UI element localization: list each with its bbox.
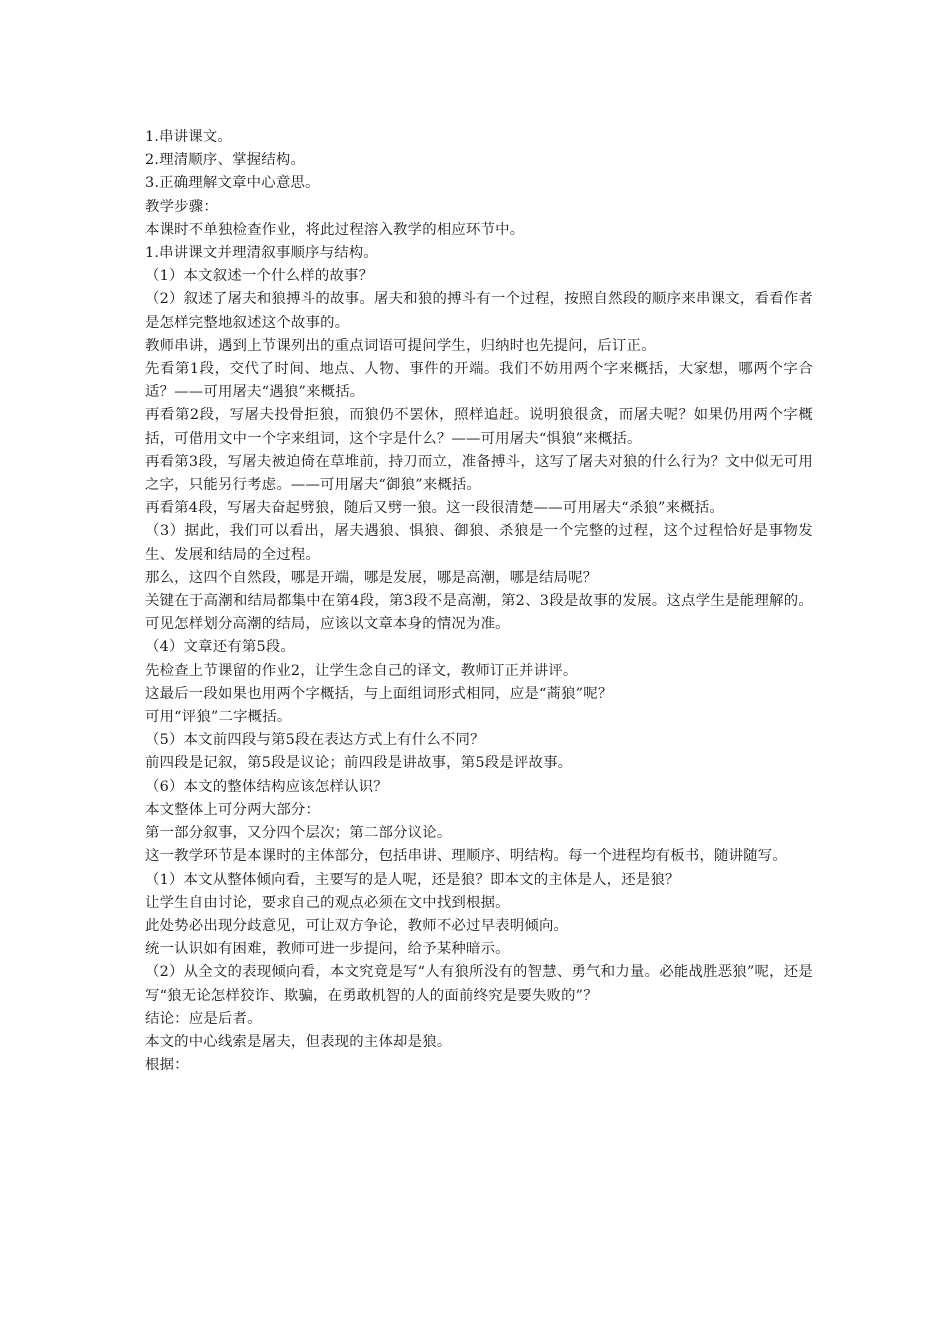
paragraph: 本文整体上可分两大部分： <box>145 801 321 818</box>
paragraph: 再看第2段，写屠夫投骨拒狼，而狼仍不罢休，照样追赶。说明狼很贪，而屠夫呢？如果仍用两个字概括，可借用文中一个字来组词，这个字是什么？——可用屠夫“惧狼”来概括。 <box>145 407 813 447</box>
paragraph: 那么，这四个自然段，哪是开端，哪是发展，哪是高潮，哪是结局呢？ <box>145 569 598 586</box>
paragraph: （3）据此，我们可以看出，屠夫遇狼、惧狼、御狼、杀狼是一个完整的过程，这个过程恰好是事物发生、发展和结局的全过程。 <box>145 523 813 563</box>
paragraph: 此处势必出现分歧意见，可让双方争论，教师不必过早表明倾向。 <box>145 917 569 934</box>
paragraph: 再看第3段，写屠夫被迫倚在草堆前，持刀而立，准备搏斗，这写了屠夫对狼的什么行为？文中似无可用之字，只能另行考虑。——可用屠夫“御狼”来概括。 <box>145 453 813 494</box>
paragraph: 再看第4段，写屠夫奋起劈狼，随后又劈一狼。这一段很清楚——可用屠夫“杀狼”来概括。 <box>145 500 724 517</box>
paragraph: 1.串讲课文并理清叙事顺序与结构。 <box>145 245 378 262</box>
paragraph: 第一部分叙事，又分四个层次；第二部分议论。 <box>145 825 452 842</box>
paragraph: 3.正确理解文章中心意思。 <box>145 175 320 192</box>
paragraph: （2）从全文的表现倾向看，本文究竟是写“人有狼所没有的智慧、勇气和力量。必能战胜恶狼”呢，还是写“狼无论怎样狡诈、欺骗，在勇敢机智的人的面前终究是要失败的”？ <box>145 964 813 1004</box>
paragraph: 可用“评狼”二字概括。 <box>145 709 292 726</box>
paragraph: 教师串讲，遇到上节课列出的重点词语可提问学生，归纳时也先提问，后订正。 <box>145 337 656 354</box>
paragraph: 让学生自由讨论，要求自己的观点必须在文中找到根据。 <box>145 894 510 911</box>
paragraph: 这最后一段如果也用两个字概括，与上面组词形式相同，应是“蔏狼”呢？ <box>145 685 613 702</box>
paragraph: 先检查上节课留的作业2，让学生念自己的译文，教师订正并讲评。 <box>145 662 578 679</box>
paragraph: （6）本文的整体结构应该怎样认识？ <box>145 778 388 795</box>
paragraph: （2）叙述了屠夫和狼搏斗的故事。屠夫和狼的搏斗有一个过程，按照自然段的顺序来串课文，看看作者是怎样完整地叙述这个故事的。 <box>145 291 813 331</box>
paragraph: 这一教学环节是本课时的主体部分，包括串讲、理顺序、明结构。每一个进程均有板书，随讲随写。 <box>145 848 787 865</box>
document-body <box>145 126 813 1077</box>
paragraph: 本课时不单独检查作业，将此过程溶入教学的相应环节中。 <box>145 221 525 238</box>
paragraph: （5）本文前四段与第5段在表达方式上有什么不同？ <box>145 732 485 749</box>
paragraph: 本文的中心线索是屠夫，但表现的主体却是狼。 <box>145 1033 452 1050</box>
paragraph: 根据： <box>145 1057 189 1074</box>
paragraph: （1）本文从整体倾向看，主要写的是人呢，还是狼？即本文的主体是人，还是狼？ <box>145 871 680 888</box>
paragraph: 关键在于高潮和结局都集中在第4段，第3段不是高潮，第2、3段是故事的发展。这点学生是能理解的。可见怎样划分高潮的结局，应该以文章本身的情况为准。 <box>145 593 813 633</box>
paragraph: 1.串讲课文。 <box>145 129 233 145</box>
paragraph: （1）本文叙述一个什么样的故事？ <box>145 268 374 285</box>
paragraph: 2.理清顺序、掌握结构。 <box>145 152 306 169</box>
paragraph: 教学步骤： <box>145 198 218 215</box>
paragraph: 前四段是记叙，第5段是议论；前四段是讲故事，第5段是评故事。 <box>145 755 573 772</box>
paragraph: 先看第1段，交代了时间、地点、人物、事件的开端。我们不妨用两个字来概括，大家想，哪两个字合适？——可用屠夫“遇狼”来概括。 <box>145 361 813 401</box>
paragraph: 统一认识如有困难，教师可进一步提问，给予某种暗示。 <box>145 941 510 958</box>
paragraph: 结论：应是后者。 <box>145 1010 262 1027</box>
paragraph: （4）文章还有第5段。 <box>145 639 296 656</box>
